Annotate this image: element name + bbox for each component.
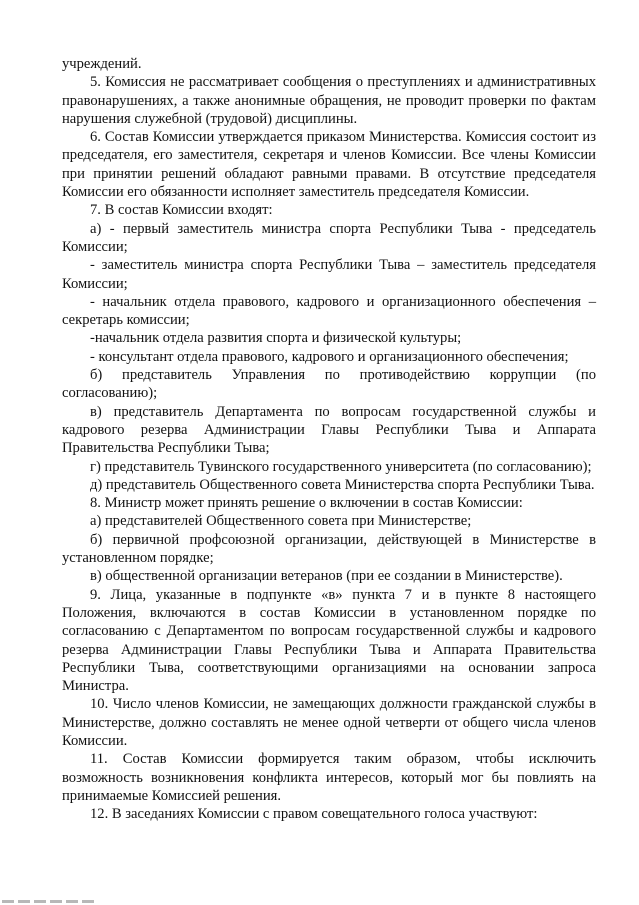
paragraph-item-10: 10. Число членов Комиссии, не замещающих должности гражданской службы в Министерстве, должно составлять не менее одной четверти от общего числа членов Комиссии. [62, 696, 596, 749]
list-item-8b: б) первичной профсоюзной организации, действующей в Министерстве в установленном порядке; [62, 531, 596, 567]
list-item-7a-sport-dept: -начальник отдела развития спорта и физической культуры; [90, 330, 462, 347]
list-item-7a-deputy: - заместитель министра спорта Республики Тыва – заместитель председателя Комиссии; [62, 257, 596, 292]
scan-mark [66, 900, 78, 903]
scan-edge-marks [0, 897, 122, 905]
scan-mark [2, 900, 14, 903]
paragraph-item-5: 5. Комиссия не рассматривает сообщения о преступлениях и административных правонарушениях, а также анонимные обращения, не проводит проверки по фактам нарушения служебной (трудовой) дисциплины. [62, 74, 596, 127]
list-item-7a-secretary: - начальник отдела правового, кадрового и организационного обеспечения – секретарь комиссии; [62, 293, 596, 329]
list-item-7a-consultant: - консультант отдела правового, кадрового и организационного обеспечения; [90, 348, 569, 365]
paragraph-continuation: учреждений. [62, 56, 142, 72]
paragraph-item-12: 12. В заседаниях Комиссии с правом совещательного голоса участвуют: [90, 806, 538, 823]
list-item-8a: а) представителей Общественного совета при Министерстве; [90, 513, 472, 530]
list-item-7g: г) представитель Тувинского государственного университета (по согласованию); [90, 458, 592, 475]
paragraph-item-6: 6. Состав Комиссии утверждается приказом Министерства. Комиссия состоит из председателя, его заместителя, секретаря и членов Комиссии. Все члены Комиссии при принятии решений обладают равными правами. В отсутствие председателя Комиссии его обязанности исполняет заместитель председателя Комиссии. [62, 129, 596, 201]
scan-mark [18, 900, 30, 903]
paragraph-item-9: 9. Лица, указанные в подпункте «в» пункта 7 и в пункте 8 настоящего Положения, включаются в состав Комиссии в установленном порядке по согласованию с Департаментом по вопросам государственной службы и кадрового резерва Администрации Главы Республики Тыва и Аппарата Правительства Республики Тыва, соответствующими организациями на основании запроса Министра. [62, 586, 596, 695]
list-item-7a: а) - первый заместитель министра спорта Республики Тыва - председатель Комиссии; [62, 220, 596, 255]
scan-mark [34, 900, 46, 903]
document-page [62, 55, 596, 823]
list-item-7d: д) представитель Общественного совета Министерства спорта Республики Тыва. [90, 476, 595, 493]
scan-mark [50, 900, 62, 903]
list-item-7b: б) представитель Управления по противодействию коррупции (по согласованию); [62, 367, 596, 402]
paragraph-item-11: 11. Состав Комиссии формируется таким образом, чтобы исключить возможность возникновения конфликта интересов, который мог бы повлиять на принимаемые Комиссией решения. [62, 751, 596, 804]
paragraph-item-7: 7. В состав Комиссии входят: [90, 202, 273, 219]
paragraph-item-8: 8. Министр может принять решение о включении в состав Комиссии: [90, 495, 523, 512]
scan-mark [82, 900, 94, 903]
list-item-8v: в) общественной организации ветеранов (при ее создании в Министерстве). [90, 568, 563, 585]
list-item-7v: в) представитель Департамента по вопросам государственной службы и кадрового резерва Администрации Главы Республики Тыва и Аппарата Правительства Республики Тыва; [62, 403, 596, 457]
